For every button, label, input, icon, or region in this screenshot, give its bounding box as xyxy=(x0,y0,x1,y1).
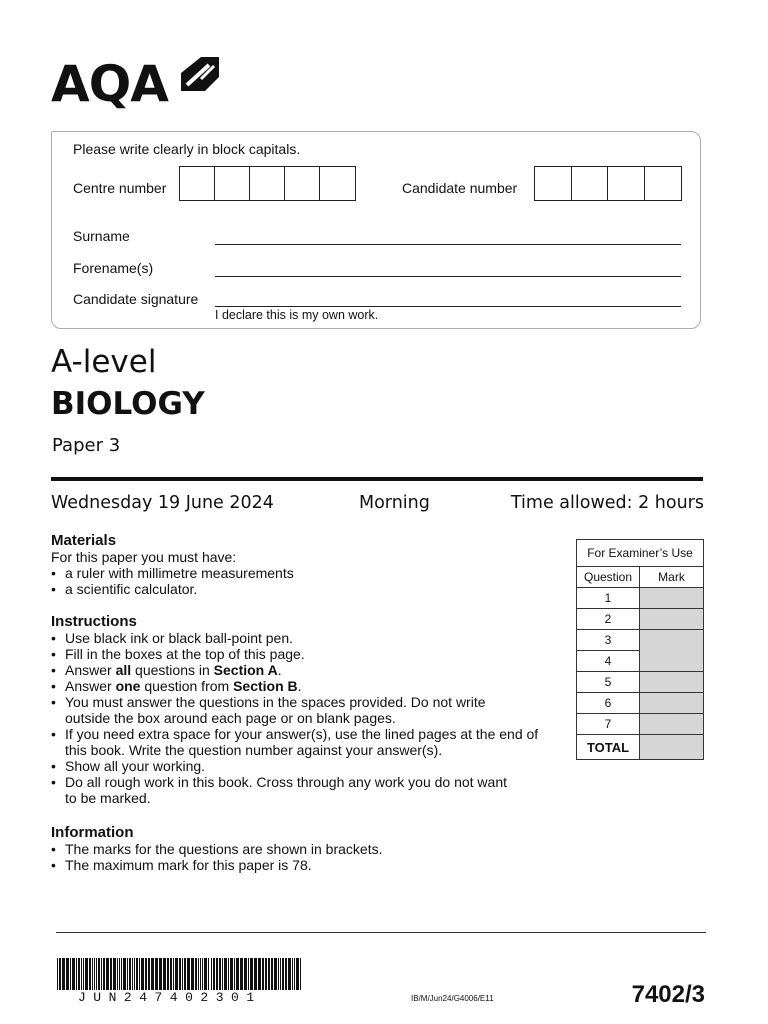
mark-column-header: Mark xyxy=(640,567,704,588)
qualification-level: A-level xyxy=(51,344,157,380)
centre-number-digit[interactable] xyxy=(250,167,285,200)
instruction-text: . xyxy=(297,678,302,694)
barcode-bar xyxy=(294,958,295,990)
barcode-bar xyxy=(96,958,97,990)
barcode-bar xyxy=(163,958,166,990)
barcode-bar xyxy=(94,958,95,990)
question-number: 7 xyxy=(577,714,640,735)
instruction-text: Fill in the boxes at the top of this page. xyxy=(65,646,305,662)
total-mark-cell xyxy=(640,735,704,760)
barcode-bar xyxy=(117,958,118,990)
barcode-text: JUN247402301 xyxy=(78,990,262,1005)
total-label: TOTAL xyxy=(577,735,640,760)
question-number: 1 xyxy=(577,588,640,609)
question-number: 3 xyxy=(577,630,640,651)
aqa-logo xyxy=(51,55,221,113)
barcode-bar xyxy=(57,958,58,990)
barcode-bar xyxy=(72,958,75,990)
barcode-bar xyxy=(81,958,82,990)
barcode-bar xyxy=(230,958,233,990)
barcode-bar xyxy=(141,958,144,990)
instruction-text: Answer xyxy=(65,678,116,694)
barcode-bar xyxy=(113,958,116,990)
list-item xyxy=(51,774,561,806)
barcode-bar xyxy=(258,958,261,990)
barcode-bar xyxy=(216,958,218,990)
candidate-number-boxes[interactable] xyxy=(534,166,682,201)
materials-intro: For this paper you must have: xyxy=(51,549,237,565)
instructions-section xyxy=(51,613,561,806)
barcode-bar xyxy=(282,958,284,990)
barcode-bar xyxy=(98,958,100,990)
barcode-bar xyxy=(175,958,178,990)
barcode-bar xyxy=(170,958,172,990)
barcode-bar xyxy=(200,958,201,990)
instructions-list xyxy=(51,630,561,806)
exam-date: Wednesday 19 June 2024 xyxy=(51,493,274,513)
question-number: 5 xyxy=(577,672,640,693)
barcode-bar xyxy=(228,958,229,990)
barcode-bar xyxy=(288,958,291,990)
barcode-bar xyxy=(202,958,203,990)
barcode-bar xyxy=(173,958,174,990)
barcode-bar xyxy=(123,958,126,990)
barcode-bar xyxy=(134,958,135,990)
declaration-text: I declare this is my own work. xyxy=(215,308,379,322)
instruction-text: • Do all rough work in this book. Cross through any work you do not want xyxy=(65,774,508,790)
barcode-bar xyxy=(136,958,138,990)
centre-number-digit[interactable] xyxy=(180,167,215,200)
question-column-header: Question xyxy=(577,567,640,588)
barcode-bar xyxy=(145,958,147,990)
time-allowed: Time allowed: 2 hours xyxy=(510,493,704,513)
surname-field[interactable] xyxy=(215,244,681,245)
barcode-bar xyxy=(262,958,264,990)
list-item xyxy=(51,758,561,774)
instruction-text: Use black ink or black ball-point pen. xyxy=(65,630,294,646)
instruction-text: this book. Write the question number against your answer(s). xyxy=(65,742,443,758)
information-heading: Information xyxy=(51,824,134,841)
barcode-bar xyxy=(248,958,249,990)
candidate-number-digit[interactable] xyxy=(608,167,645,200)
information-section xyxy=(51,824,561,873)
barcode-bar xyxy=(250,958,253,990)
barcode-bar xyxy=(222,958,223,990)
list-item: • a scientific calculator. xyxy=(51,581,561,597)
barcode-bar xyxy=(278,958,279,990)
barcode-bar xyxy=(92,958,93,990)
barcode-bar xyxy=(234,958,235,990)
barcode-bar xyxy=(62,958,65,990)
list-item xyxy=(51,630,561,646)
centre-number-boxes[interactable] xyxy=(179,166,356,201)
barcode-bar xyxy=(268,958,270,990)
question-number: 6 xyxy=(577,693,640,714)
surname-label: Surname xyxy=(73,228,130,244)
barcode-bar xyxy=(182,958,183,990)
centre-number-digit[interactable] xyxy=(320,167,355,200)
barcode-bar xyxy=(70,958,71,990)
barcode-bar xyxy=(101,958,102,990)
information-list xyxy=(51,841,561,873)
barcode-bar xyxy=(191,958,194,990)
barcode-bar xyxy=(59,958,61,990)
barcode-bar xyxy=(119,958,120,990)
examiners-use-title: For Examiner’s Use xyxy=(577,540,704,567)
centre-number-label: Centre number xyxy=(73,180,167,196)
footer-divider xyxy=(56,932,706,933)
barcode-bar xyxy=(66,958,69,990)
barcode-bar xyxy=(219,958,221,990)
barcode-bar xyxy=(274,958,277,990)
barcode-bar xyxy=(204,958,207,990)
paper-code: 7402/3 xyxy=(631,981,705,1008)
barcode-bar xyxy=(121,958,122,990)
signature-label: Candidate signature xyxy=(73,291,199,307)
list-item xyxy=(51,678,561,694)
mark-cell xyxy=(640,672,704,693)
barcode-bar xyxy=(76,958,77,990)
barcode-bar xyxy=(103,958,105,990)
barcode-bar xyxy=(213,958,215,990)
candidate-number-label: Candidate number xyxy=(402,180,518,196)
barcode-bar xyxy=(187,958,190,990)
list-item xyxy=(51,694,561,726)
list-item xyxy=(51,726,561,758)
barcode-bar xyxy=(265,958,267,990)
barcode-bar xyxy=(236,958,239,990)
barcode-bar xyxy=(85,958,88,990)
barcode-bar xyxy=(296,958,299,990)
examiners-use-table xyxy=(576,539,704,760)
barcode-bar xyxy=(155,958,158,990)
barcode-bar xyxy=(83,958,84,990)
centre-number-digit[interactable] xyxy=(285,167,320,200)
mark-cell xyxy=(640,588,704,609)
barcode-bar xyxy=(198,958,199,990)
barcode-bar xyxy=(240,958,243,990)
barcode xyxy=(57,958,303,990)
subject-title: BIOLOGY xyxy=(51,386,205,422)
instructions-heading: Instructions xyxy=(51,613,137,630)
barcode-bar xyxy=(89,958,91,990)
barcode-bar xyxy=(159,958,162,990)
barcode-bar xyxy=(132,958,133,990)
mark-cell xyxy=(640,630,704,672)
instruction-emphasis: Section B xyxy=(233,678,298,694)
candidate-number-digit[interactable] xyxy=(535,167,572,200)
barcode-bar xyxy=(211,958,212,990)
reference-code: IB/M/Jun24/G4006/E11 xyxy=(411,994,494,1003)
barcode-bar xyxy=(148,958,150,990)
barcode-bar xyxy=(271,958,273,990)
signature-field[interactable] xyxy=(215,306,681,307)
instruction-text: • You must answer the questions in the spaces provided. Do not write xyxy=(65,694,486,710)
instruction-text: Show all your working. xyxy=(65,758,206,774)
block-capitals-instruction: Please write clearly in block capitals. xyxy=(73,141,301,157)
barcode-bar xyxy=(208,958,209,990)
list-item: • a ruler with millimetre measurements xyxy=(51,565,561,581)
barcode-bar xyxy=(129,958,131,990)
barcode-bar xyxy=(280,958,281,990)
barcode-bar xyxy=(254,958,257,990)
instruction-text: questions in xyxy=(131,662,214,678)
question-number: 4 xyxy=(577,651,640,672)
barcode-bar xyxy=(184,958,186,990)
barcode-bar xyxy=(151,958,154,990)
barcode-bar xyxy=(300,958,301,990)
list-item: • The maximum mark for this paper is 78. xyxy=(51,857,561,873)
instruction-text: to be marked. xyxy=(65,790,151,806)
instruction-text: outside the box around each page or on blank pages. xyxy=(65,710,396,726)
barcode-bar xyxy=(167,958,169,990)
instruction-text: question from xyxy=(140,678,234,694)
list-item: • The marks for the questions are shown in brackets. xyxy=(51,841,561,857)
mark-cell xyxy=(640,714,704,735)
barcode-bar xyxy=(285,958,287,990)
candidate-number-digit[interactable] xyxy=(645,167,682,200)
barcode-bar xyxy=(127,958,128,990)
forename-field[interactable] xyxy=(215,276,681,277)
barcode-bar xyxy=(106,958,109,990)
question-number: 2 xyxy=(577,609,640,630)
logo-text: AQA xyxy=(51,55,168,113)
barcode-bar xyxy=(224,958,227,990)
instruction-emphasis: Section A xyxy=(213,662,278,678)
materials-heading: Materials xyxy=(51,532,117,549)
barcode-bar xyxy=(139,958,140,990)
list-item xyxy=(51,646,561,662)
barcode-bar xyxy=(244,958,247,990)
instruction-text: • If you need extra space for your answer(s), use the lined pages at the end of xyxy=(65,726,539,742)
instruction-text: . xyxy=(277,662,282,678)
barcode-bar xyxy=(110,958,112,990)
barcode-bar xyxy=(195,958,197,990)
barcode-bar xyxy=(179,958,181,990)
forename-label: Forename(s) xyxy=(73,260,154,276)
title-divider xyxy=(51,477,703,481)
centre-number-digit[interactable] xyxy=(215,167,250,200)
barcode-bar xyxy=(292,958,293,990)
mark-cell xyxy=(640,693,704,714)
instruction-emphasis: all xyxy=(115,662,132,678)
mark-cell xyxy=(640,609,704,630)
logo-mark-icon xyxy=(179,55,221,93)
list-item xyxy=(51,662,561,678)
materials-list xyxy=(51,565,561,597)
barcode-bar xyxy=(78,958,80,990)
materials-section xyxy=(51,532,561,597)
candidate-number-digit[interactable] xyxy=(572,167,609,200)
instruction-text: Answer xyxy=(65,662,116,678)
instruction-emphasis: one xyxy=(115,678,141,694)
exam-session: Morning xyxy=(359,493,430,513)
paper-number: Paper 3 xyxy=(52,435,121,456)
